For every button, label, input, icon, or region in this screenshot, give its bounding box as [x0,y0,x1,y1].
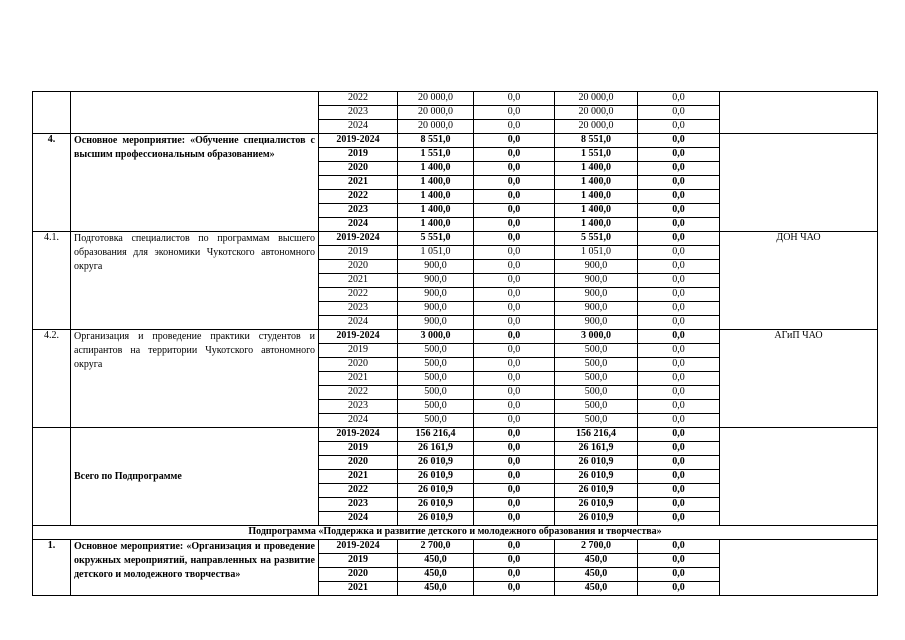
year-cell: 2021 [319,372,398,386]
item-number: 4.1. [33,232,71,330]
federal-budget-cell: 0,0 [474,148,555,162]
district-budget-cell: 5 551,0 [555,232,638,246]
district-budget-cell: 1 400,0 [555,190,638,204]
other-sources-cell: 0,0 [638,470,720,484]
year-cell: 2024 [319,414,398,428]
subprogram-section-header: Подпрограмма «Поддержка и развитие детского и молодежного образования и творчества» [33,526,878,540]
total-cell: 26 010,9 [398,456,474,470]
federal-budget-cell: 0,0 [474,372,555,386]
district-budget-cell: 500,0 [555,386,638,400]
name-cell [71,92,319,134]
total-cell: 900,0 [398,316,474,330]
district-budget-cell: 2 700,0 [555,540,638,554]
year-cell: 2019 [319,442,398,456]
total-cell: 2 700,0 [398,540,474,554]
other-sources-cell: 0,0 [638,554,720,568]
total-cell: 3 000,0 [398,330,474,344]
district-budget-cell: 1 551,0 [555,148,638,162]
total-cell: 1 400,0 [398,190,474,204]
total-cell: 1 400,0 [398,176,474,190]
year-cell: 2020 [319,162,398,176]
federal-budget-cell: 0,0 [474,204,555,218]
other-sources-cell: 0,0 [638,372,720,386]
total-cell: 1 400,0 [398,218,474,232]
other-sources-cell: 0,0 [638,428,720,442]
item-name: Подготовка специалистов по программам высшего образования для экономики Чукотского автономного округа [71,232,319,330]
other-sources-cell: 0,0 [638,204,720,218]
district-budget-cell: 450,0 [555,582,638,596]
year-cell: 2021 [319,582,398,596]
federal-budget-cell: 0,0 [474,344,555,358]
year-cell: 2019-2024 [319,232,398,246]
district-budget-cell: 3 000,0 [555,330,638,344]
year-cell: 2019 [319,344,398,358]
year-cell: 2019-2024 [319,428,398,442]
federal-budget-cell: 0,0 [474,512,555,526]
district-budget-cell: 20 000,0 [555,120,638,134]
budget-table-body [33,92,878,596]
other-sources-cell: 0,0 [638,316,720,330]
federal-budget-cell: 0,0 [474,274,555,288]
federal-budget-cell: 0,0 [474,484,555,498]
year-cell: 2024 [319,120,398,134]
other-sources-cell: 0,0 [638,92,720,106]
district-budget-cell: 900,0 [555,302,638,316]
district-budget-cell: 26 010,9 [555,484,638,498]
table-row [33,540,878,554]
year-cell: 2019-2024 [319,330,398,344]
federal-budget-cell: 0,0 [474,456,555,470]
executor-cell: АГиП ЧАО [720,330,878,428]
federal-budget-cell: 0,0 [474,582,555,596]
total-cell: 26 010,9 [398,484,474,498]
federal-budget-cell: 0,0 [474,218,555,232]
federal-budget-cell: 0,0 [474,554,555,568]
district-budget-cell: 20 000,0 [555,106,638,120]
year-cell: 2019-2024 [319,134,398,148]
federal-budget-cell: 0,0 [474,442,555,456]
federal-budget-cell: 0,0 [474,302,555,316]
year-cell: 2023 [319,400,398,414]
executor-cell: ДОН ЧАО [720,232,878,330]
federal-budget-cell: 0,0 [474,330,555,344]
total-cell: 26 010,9 [398,512,474,526]
total-cell: 900,0 [398,288,474,302]
year-cell: 2021 [319,274,398,288]
budget-table [32,91,878,596]
year-cell: 2022 [319,288,398,302]
other-sources-cell: 0,0 [638,134,720,148]
other-sources-cell: 0,0 [638,568,720,582]
federal-budget-cell: 0,0 [474,288,555,302]
total-cell: 450,0 [398,554,474,568]
year-cell: 2019-2024 [319,540,398,554]
total-cell: 5 551,0 [398,232,474,246]
other-sources-cell: 0,0 [638,386,720,400]
district-budget-cell: 1 400,0 [555,218,638,232]
table-row [33,92,878,106]
other-sources-cell: 0,0 [638,442,720,456]
year-cell: 2019 [319,246,398,260]
other-sources-cell: 0,0 [638,540,720,554]
federal-budget-cell: 0,0 [474,232,555,246]
district-budget-cell: 26 010,9 [555,456,638,470]
federal-budget-cell: 0,0 [474,134,555,148]
total-cell: 20 000,0 [398,92,474,106]
other-sources-cell: 0,0 [638,498,720,512]
table-row [33,330,878,344]
total-cell: 8 551,0 [398,134,474,148]
year-cell: 2020 [319,456,398,470]
year-cell: 2020 [319,358,398,372]
other-sources-cell: 0,0 [638,344,720,358]
total-cell: 500,0 [398,386,474,400]
federal-budget-cell: 0,0 [474,470,555,484]
number-cell [33,428,71,526]
district-budget-cell: 900,0 [555,316,638,330]
item-number: 4.2. [33,330,71,428]
total-cell: 900,0 [398,260,474,274]
district-budget-cell: 26 161,9 [555,442,638,456]
federal-budget-cell: 0,0 [474,414,555,428]
item-name: Организация и проведение практики студентов и аспирантов на территории Чукотского автономного округа [71,330,319,428]
district-budget-cell: 900,0 [555,274,638,288]
federal-budget-cell: 0,0 [474,92,555,106]
other-sources-cell: 0,0 [638,246,720,260]
district-budget-cell: 900,0 [555,288,638,302]
district-budget-cell: 500,0 [555,400,638,414]
district-budget-cell: 500,0 [555,358,638,372]
federal-budget-cell: 0,0 [474,190,555,204]
district-budget-cell: 1 400,0 [555,162,638,176]
total-cell: 500,0 [398,372,474,386]
year-cell: 2024 [319,512,398,526]
total-cell: 156 216,4 [398,428,474,442]
district-budget-cell: 156 216,4 [555,428,638,442]
other-sources-cell: 0,0 [638,176,720,190]
other-sources-cell: 0,0 [638,288,720,302]
total-cell: 900,0 [398,302,474,316]
federal-budget-cell: 0,0 [474,540,555,554]
federal-budget-cell: 0,0 [474,358,555,372]
district-budget-cell: 26 010,9 [555,498,638,512]
district-budget-cell: 500,0 [555,344,638,358]
item-name: Основное мероприятие: «Обучение специалистов с высшим профессиональным образованием» [71,134,319,232]
number-cell [33,92,71,134]
year-cell: 2019 [319,148,398,162]
district-budget-cell: 8 551,0 [555,134,638,148]
federal-budget-cell: 0,0 [474,428,555,442]
table-row [33,428,878,442]
total-cell: 1 400,0 [398,204,474,218]
year-cell: 2019 [319,554,398,568]
total-cell: 20 000,0 [398,120,474,134]
year-cell: 2022 [319,92,398,106]
year-cell: 2024 [319,218,398,232]
federal-budget-cell: 0,0 [474,498,555,512]
federal-budget-cell: 0,0 [474,400,555,414]
year-cell: 2021 [319,470,398,484]
total-cell: 450,0 [398,582,474,596]
item-name: Основное мероприятие: «Организация и проведение окружных мероприятий, направленных на развитие детского и молодежного творчества» [71,540,319,596]
federal-budget-cell: 0,0 [474,162,555,176]
total-cell: 500,0 [398,358,474,372]
item-number: 1. [33,540,71,596]
total-cell: 1 051,0 [398,246,474,260]
other-sources-cell: 0,0 [638,260,720,274]
year-cell: 2020 [319,568,398,582]
total-cell: 500,0 [398,400,474,414]
year-cell: 2023 [319,302,398,316]
executor-cell [720,92,878,134]
district-budget-cell: 20 000,0 [555,92,638,106]
total-cell: 500,0 [398,344,474,358]
other-sources-cell: 0,0 [638,330,720,344]
district-budget-cell: 900,0 [555,260,638,274]
other-sources-cell: 0,0 [638,106,720,120]
district-budget-cell: 500,0 [555,372,638,386]
year-cell: 2022 [319,386,398,400]
other-sources-cell: 0,0 [638,358,720,372]
total-cell: 20 000,0 [398,106,474,120]
item-number: 4. [33,134,71,232]
federal-budget-cell: 0,0 [474,316,555,330]
federal-budget-cell: 0,0 [474,260,555,274]
subprogram-total-label: Всего по Подпрограмме [71,428,319,526]
year-cell: 2023 [319,204,398,218]
federal-budget-cell: 0,0 [474,568,555,582]
total-cell: 450,0 [398,568,474,582]
district-budget-cell: 1 400,0 [555,176,638,190]
other-sources-cell: 0,0 [638,162,720,176]
year-cell: 2024 [319,316,398,330]
total-cell: 900,0 [398,274,474,288]
other-sources-cell: 0,0 [638,120,720,134]
district-budget-cell: 500,0 [555,414,638,428]
year-cell: 2023 [319,498,398,512]
year-cell: 2020 [319,260,398,274]
federal-budget-cell: 0,0 [474,386,555,400]
year-cell: 2022 [319,190,398,204]
year-cell: 2021 [319,176,398,190]
table-row [33,232,878,246]
other-sources-cell: 0,0 [638,274,720,288]
district-budget-cell: 450,0 [555,568,638,582]
other-sources-cell: 0,0 [638,582,720,596]
executor-cell [720,428,878,526]
other-sources-cell: 0,0 [638,218,720,232]
federal-budget-cell: 0,0 [474,176,555,190]
district-budget-cell: 1 051,0 [555,246,638,260]
federal-budget-cell: 0,0 [474,120,555,134]
year-cell: 2023 [319,106,398,120]
other-sources-cell: 0,0 [638,414,720,428]
total-cell: 26 010,9 [398,470,474,484]
table-row [33,134,878,148]
other-sources-cell: 0,0 [638,400,720,414]
total-cell: 500,0 [398,414,474,428]
other-sources-cell: 0,0 [638,190,720,204]
other-sources-cell: 0,0 [638,456,720,470]
other-sources-cell: 0,0 [638,148,720,162]
federal-budget-cell: 0,0 [474,106,555,120]
district-budget-cell: 450,0 [555,554,638,568]
total-cell: 26 161,9 [398,442,474,456]
federal-budget-cell: 0,0 [474,246,555,260]
total-cell: 1 551,0 [398,148,474,162]
executor-cell [720,540,878,596]
district-budget-cell: 26 010,9 [555,512,638,526]
district-budget-cell: 1 400,0 [555,204,638,218]
table-row [33,526,878,540]
total-cell: 26 010,9 [398,498,474,512]
other-sources-cell: 0,0 [638,302,720,316]
year-cell: 2022 [319,484,398,498]
district-budget-cell: 26 010,9 [555,470,638,484]
other-sources-cell: 0,0 [638,232,720,246]
other-sources-cell: 0,0 [638,512,720,526]
other-sources-cell: 0,0 [638,484,720,498]
executor-cell [720,134,878,232]
total-cell: 1 400,0 [398,162,474,176]
